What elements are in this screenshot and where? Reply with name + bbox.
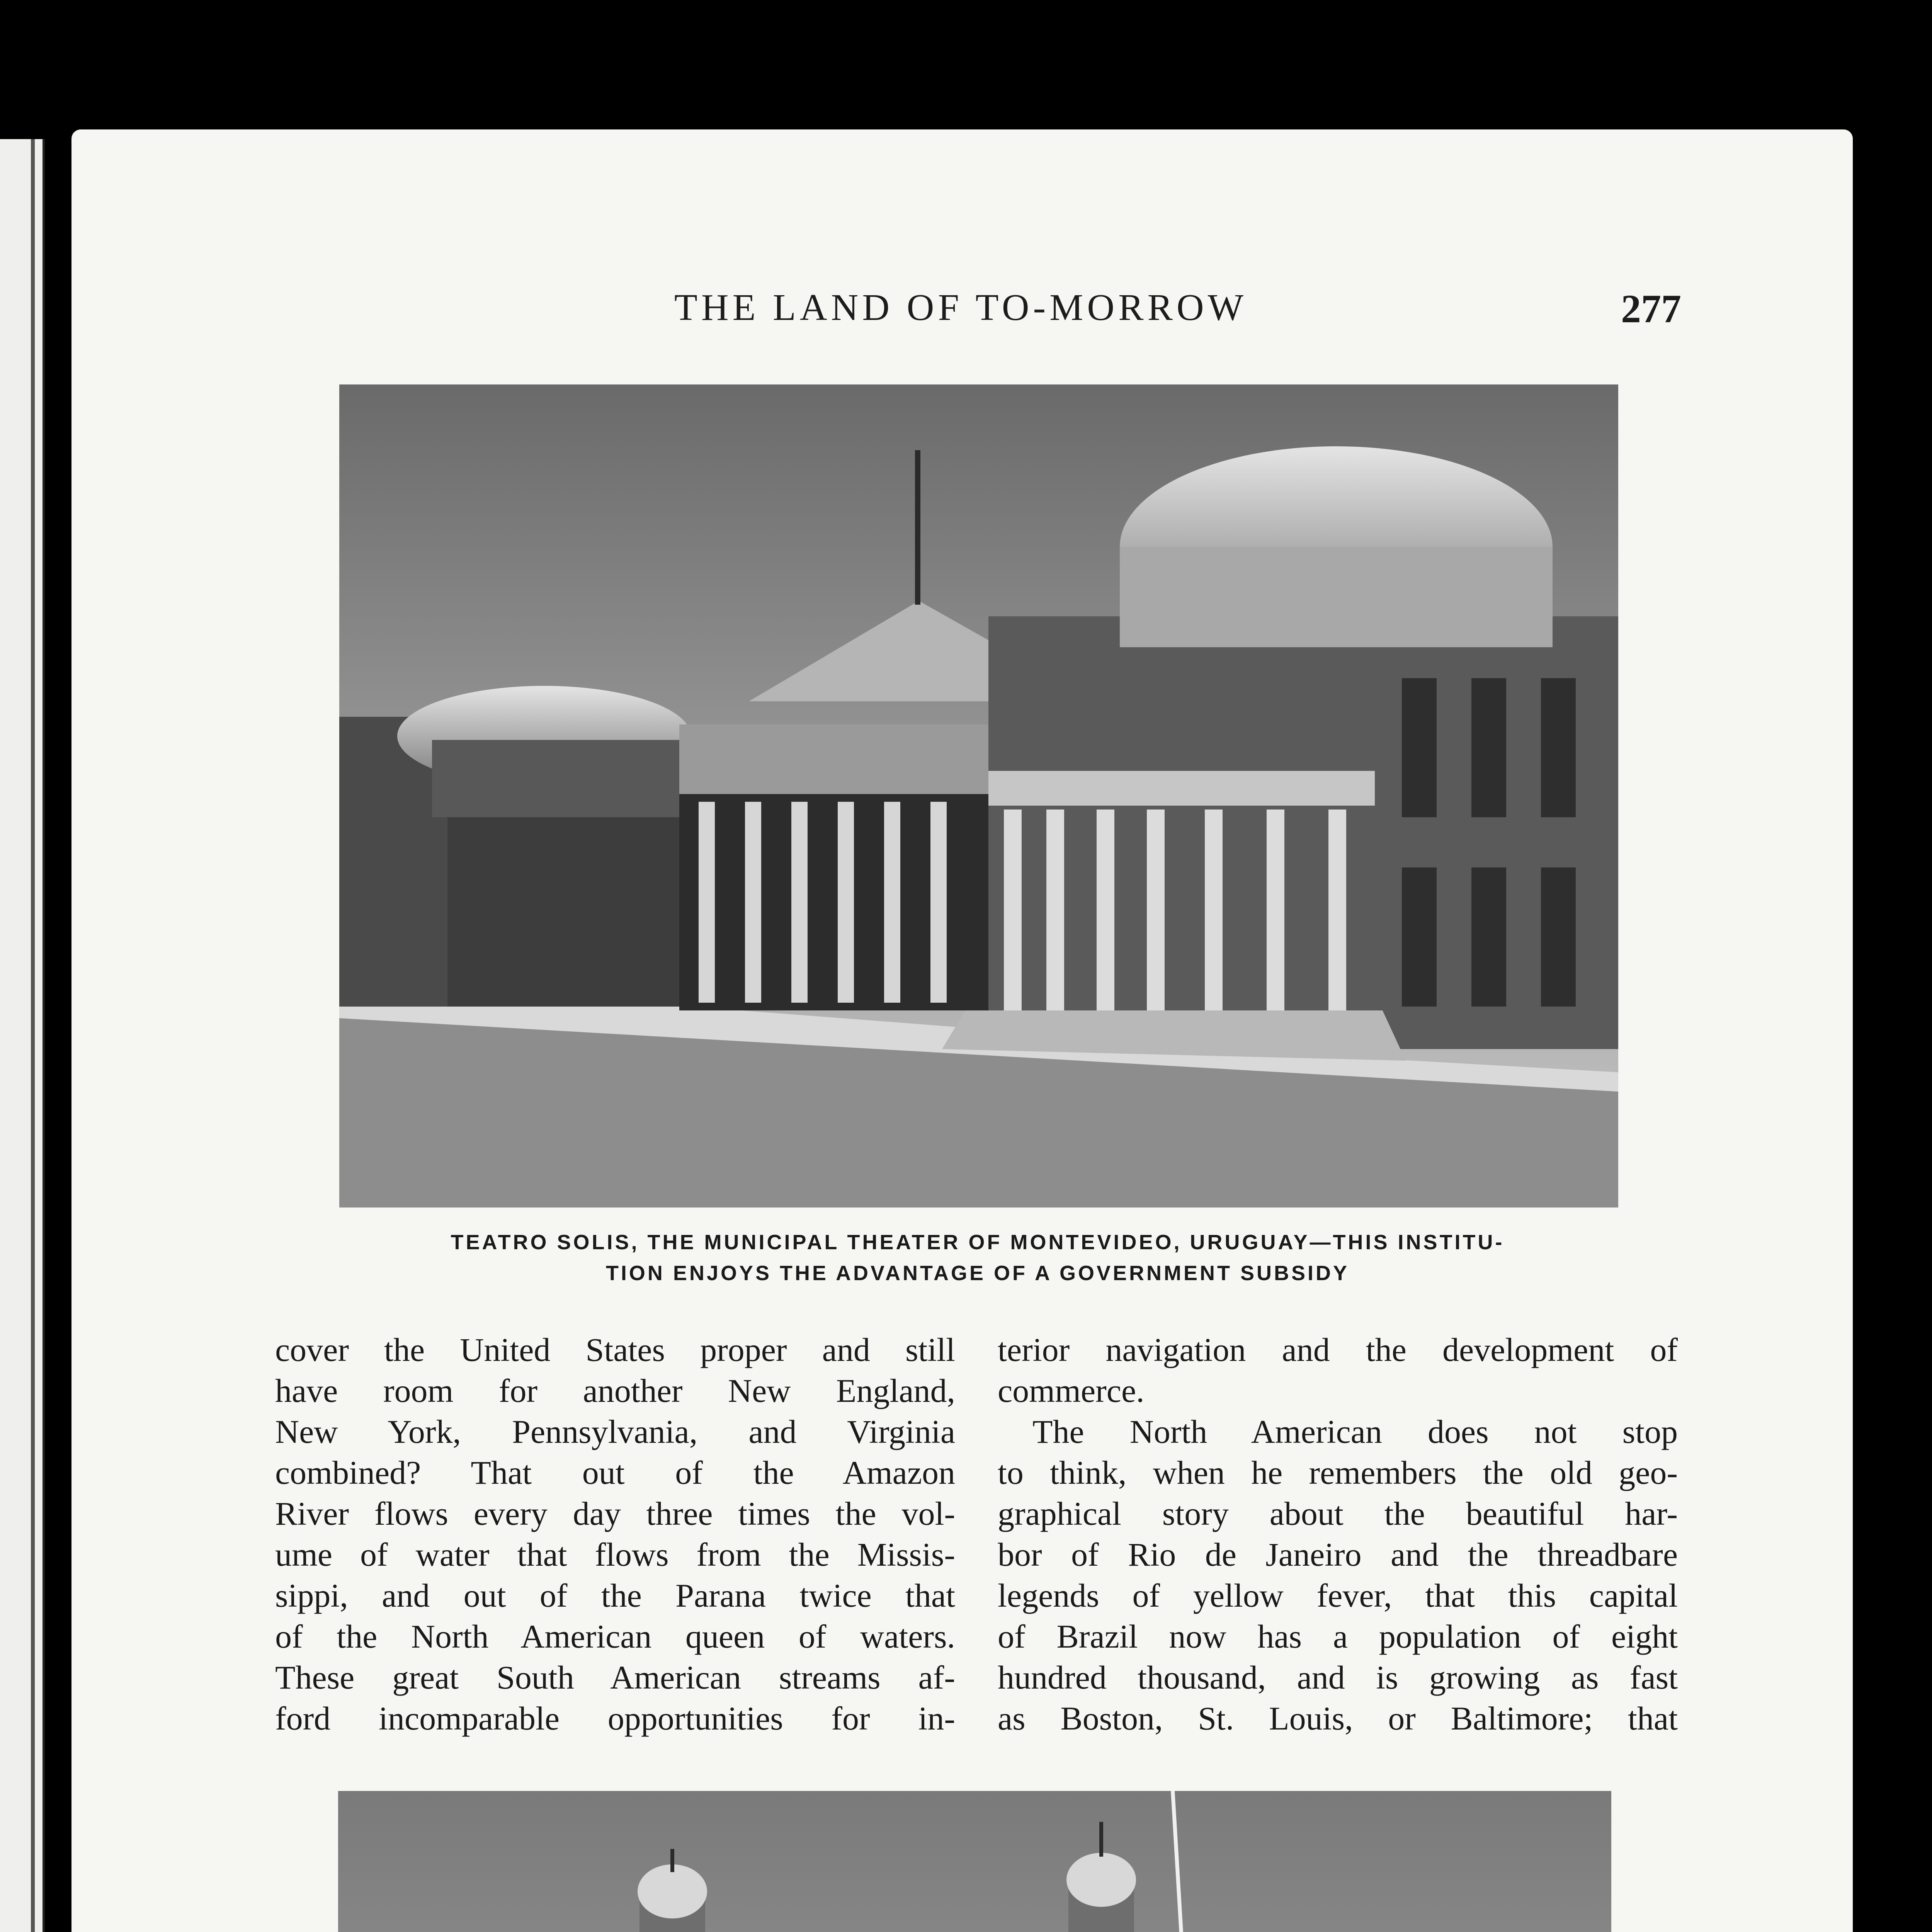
text-line: bor of Rio de Janeiro and the threadbare [998,1536,1678,1573]
page-number: 277 [1621,287,1681,331]
text-line: sippi, and out of the Parana twice that [275,1577,955,1614]
caption-line: TION ENJOYS THE ADVANTAGE OF A GOVERNMENT SUBSIDY [605,1262,1350,1285]
body-column-left [275,1329,955,1739]
text-line: ford incomparable opportunities for in- [275,1700,955,1737]
text-line: commerce. [998,1372,1145,1409]
text-line: of the North American queen of waters. [275,1618,955,1655]
text-line: to think, when he remembers the old geo- [998,1454,1678,1491]
text-line: cover the United States proper and still [275,1331,955,1368]
figure-caption-teatro [301,1227,1654,1289]
text-line: These great South American streams af- [275,1659,955,1696]
text-line: terior navigation and the development of [998,1331,1678,1368]
running-head: THE LAND OF TO-MORROW [674,287,1248,328]
text-line: graphical story about the beautiful har- [998,1495,1678,1532]
montevideo-cathedral-photograph-icon [338,1791,1611,1932]
facing-page-edge [0,139,45,1932]
text-line: River flows every day three times the vol- [275,1495,955,1532]
text-line: have room for another New England, [275,1372,955,1409]
text-line: hundred thousand, and is growing as fast [998,1659,1678,1696]
text-line: New York, Pennsylvania, and Virginia [275,1413,955,1450]
text-line: The North American does not stop [1032,1413,1678,1450]
body-column-right [998,1329,1678,1739]
text-line: of Brazil now has a population of eight [998,1618,1678,1655]
text-line: legends of yellow fever, that this capital [998,1577,1678,1614]
text-line: ume of water that flows from the Missis- [275,1536,955,1573]
text-line: combined? That out of the Amazon [275,1454,955,1491]
caption-line: TEATRO SOLIS, THE MUNICIPAL THEATER OF MONTEVIDEO, URUGUAY—THIS INSTITU- [451,1231,1505,1254]
text-line: as Boston, St. Louis, or Baltimore; that [998,1700,1678,1737]
teatro-solis-photograph-icon [339,384,1618,1208]
